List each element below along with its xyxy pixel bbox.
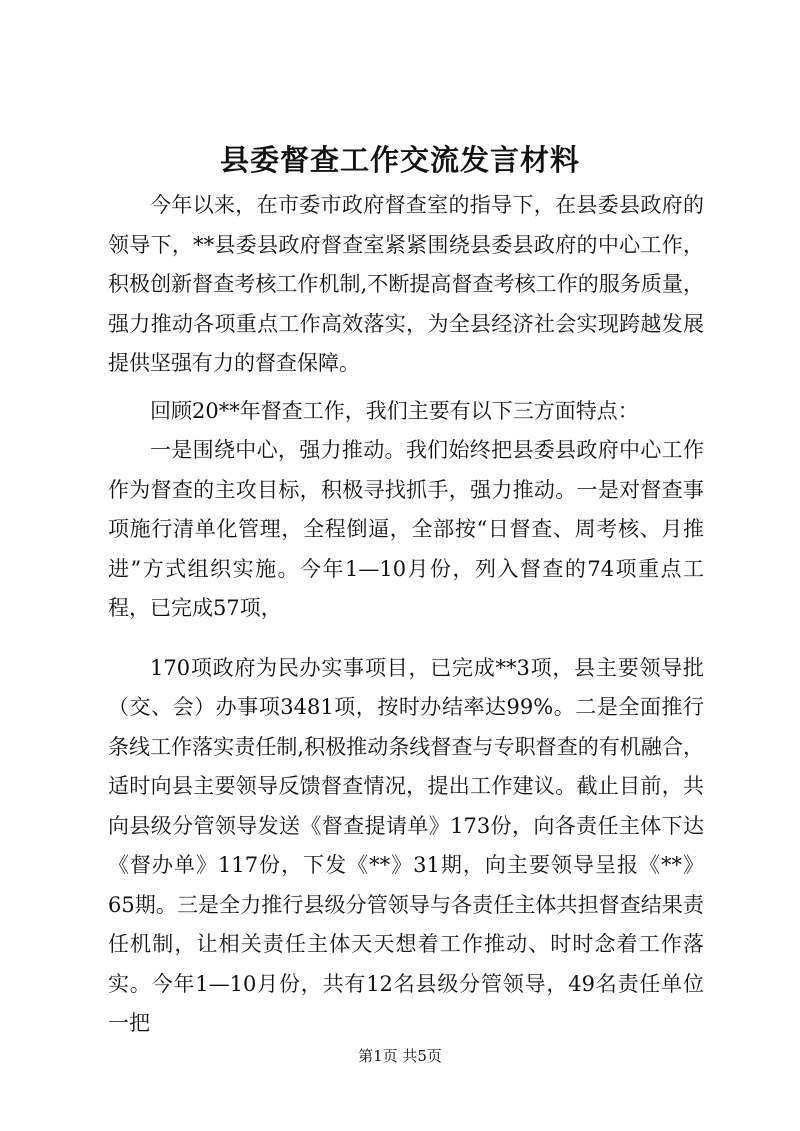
paragraph-continued: 170项政府为民办实事项目，已完成**3项，县主要领导批（交、会）办事项3481项，按时办结率达99%。二是全面推行条线工作落实责任制,积极推动条线督查与专职督查的有机融合，适时向县主要领导反馈督查情况，提出工作建议。截止目前，共向县级分管领导发送《督查提请单》173份，向各责任主体下达《督办单》117份，下发《**》31期，向主要领导呈报《**》65期。三是全力推行县级分管领导与各责任主体共担督查结果责任机制，让相关责任主体天天想着工作推动、时时念着工作落实。今年1—10月份，共有12名县级分管领导，49名责任单位一把 — [108, 655, 704, 1035]
page-footer: 第1页 共5页 — [358, 1047, 442, 1065]
paragraph-intro: 今年以来，在市委市政府督查室的指导下，在县委县政府的领导下，**县委县政府督查室紧紧围绕县委县政府的中心工作，积极创新督查考核工作机制,不断提高督查考核工作的服务质量，强力推动各项重点工作高效落实，为全县经济社会实现跨越发展提供坚强有力的督查保障。 — [108, 193, 704, 375]
paragraph-review: 回顾20**年督查工作，我们主要有以下三方面特点： — [150, 398, 639, 423]
document-body — [108, 186, 704, 1044]
document-title: 县委督查工作交流发言材料 — [219, 143, 580, 177]
paragraph-point-one: 一是围绕中心，强力推动。我们始终把县委县政府中心工作作为督查的主攻目标，积极寻找抓手，强力推动。一是对督查事项施行清单化管理，全程倒逼，全部按“日督查、周考核、月推进”方式组织实施。今年1—10月份，列入督查的74项重点工程，已完成57项， — [108, 438, 704, 620]
